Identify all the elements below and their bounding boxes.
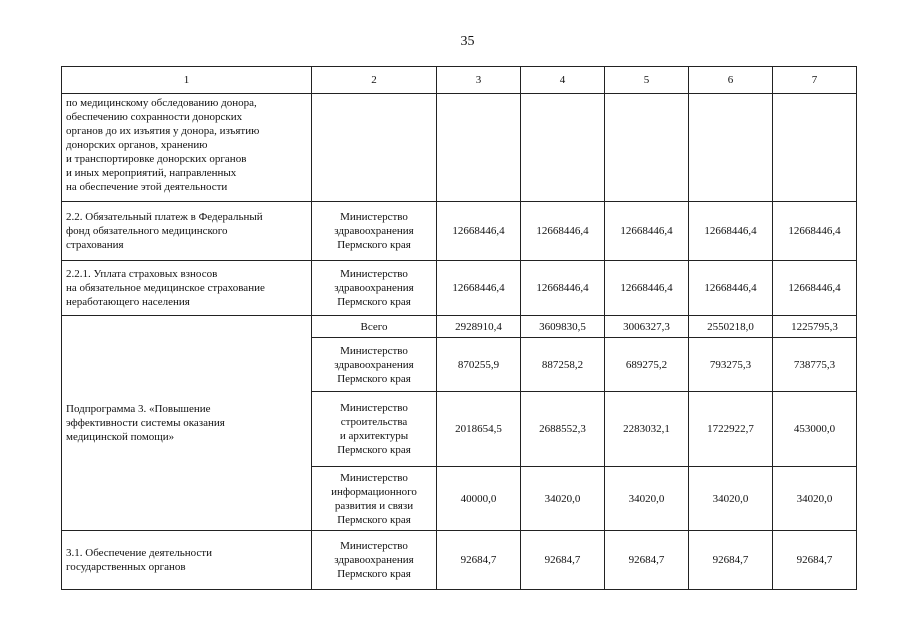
value-cell: 2018654,5 — [437, 392, 521, 467]
continuation-line: и транспортировке донорских органов — [66, 153, 247, 165]
table-row-subprogram-3-total — [62, 316, 857, 338]
value-cell: 92684,7 — [437, 531, 521, 590]
agency-line: Министерство — [340, 344, 408, 357]
row-name — [62, 202, 312, 261]
agency-line: Министерство — [340, 402, 408, 414]
value-cell: 92684,7 — [521, 531, 605, 590]
agency-line: здравоохранения — [334, 554, 414, 566]
agency-cell — [312, 531, 437, 590]
agency-line: Пермского края — [337, 513, 411, 526]
value-cell: 2928910,4 — [437, 316, 521, 338]
agency-total-cell: Всего — [312, 316, 437, 338]
header-row — [62, 67, 857, 94]
value-cell: 1225795,3 — [773, 316, 857, 338]
header-col-1: 1 — [62, 67, 312, 94]
value-cell: 12668446,4 — [605, 202, 689, 261]
subprogram-3-name — [62, 316, 312, 531]
agency-line: Министерство — [340, 268, 408, 280]
agency-cell — [312, 392, 437, 467]
value-cell: 12668446,4 — [521, 261, 605, 316]
continuation-text — [62, 94, 312, 202]
value-cell: 34020,0 — [521, 467, 605, 531]
value-cell: 92684,7 — [689, 531, 773, 590]
value-cell: 689275,2 — [605, 338, 689, 392]
value-cell: 12668446,4 — [521, 202, 605, 261]
value-cell: 34020,0 — [689, 467, 773, 531]
value-cell: 92684,7 — [773, 531, 857, 590]
empty-cell — [521, 94, 605, 202]
header-col-6: 6 — [689, 67, 773, 94]
value-cell: 12668446,4 — [773, 261, 857, 316]
row-name-line: 2.2. Обязательный платеж в Федеральный — [66, 211, 263, 223]
header-col-5: 5 — [605, 67, 689, 94]
value-cell: 12668446,4 — [437, 261, 521, 316]
value-cell: 40000,0 — [437, 467, 521, 531]
row-name — [62, 261, 312, 316]
value-cell: 34020,0 — [605, 467, 689, 531]
subprogram-name-line: Подпрограмма 3. «Повышение — [66, 403, 211, 415]
value-cell: 793275,3 — [689, 338, 773, 392]
agency-line: Министерство — [340, 540, 408, 552]
empty-cell — [605, 94, 689, 202]
empty-cell — [312, 94, 437, 202]
value-cell: 92684,7 — [605, 531, 689, 590]
value-cell: 12668446,4 — [773, 202, 857, 261]
table-row-2-2 — [62, 202, 857, 261]
value-cell: 453000,0 — [773, 392, 857, 467]
empty-cell — [773, 94, 857, 202]
agency-cell — [312, 338, 437, 392]
header-col-3: 3 — [437, 67, 521, 94]
subprogram-name-line: медицинской помощи» — [66, 431, 175, 443]
continuation-line: на обеспечение этой деятельности — [66, 181, 228, 193]
row-name-line: неработающего населения — [66, 296, 190, 308]
row-name — [62, 531, 312, 590]
value-cell: 12668446,4 — [689, 261, 773, 316]
agency-line: здравоохранения — [334, 358, 414, 371]
agency-line: Пермского края — [337, 372, 411, 385]
table-row-2-2-1 — [62, 261, 857, 316]
agency-line: Пермского края — [337, 239, 411, 251]
value-cell: 1722922,7 — [689, 392, 773, 467]
agency-cell — [312, 261, 437, 316]
agency-cell — [312, 467, 437, 531]
table-row-continuation — [62, 94, 857, 202]
continuation-line: и иных мероприятий, направленных — [66, 167, 237, 179]
value-cell: 34020,0 — [773, 467, 857, 531]
agency-line: Пермского края — [337, 296, 411, 308]
agency-line: Министерство — [340, 211, 408, 223]
agency-line: здравоохранения — [334, 225, 414, 237]
agency-line: строительства — [340, 416, 408, 428]
agency-line: здравоохранения — [334, 282, 414, 294]
row-name-line: на обязательное медицинское страхование — [66, 282, 265, 294]
row-name-line: 2.2.1. Уплата страховых взносов — [66, 268, 218, 280]
continuation-line: органов до их изъятия у донора, изъятию — [66, 125, 260, 137]
row-name-line: фонд обязательного медицинского — [66, 225, 228, 237]
value-cell: 2283032,1 — [605, 392, 689, 467]
header-col-7: 7 — [773, 67, 857, 94]
agency-line: Пермского края — [337, 444, 411, 456]
value-cell: 887258,2 — [521, 338, 605, 392]
agency-line: развития и связи — [334, 499, 414, 512]
value-cell: 12668446,4 — [689, 202, 773, 261]
value-cell: 2550218,0 — [689, 316, 773, 338]
value-cell: 738775,3 — [773, 338, 857, 392]
continuation-line: обеспечению сохранности донорских — [66, 111, 243, 123]
agency-line: информационного — [331, 485, 417, 498]
value-cell: 870255,9 — [437, 338, 521, 392]
row-name-line: 3.1. Обеспечение деятельности — [66, 547, 212, 559]
row-name-line: государственных органов — [66, 561, 186, 573]
page-number: 35 — [460, 34, 475, 49]
subprogram-name-line: эффективности системы оказания — [66, 417, 225, 429]
empty-cell — [689, 94, 773, 202]
agency-line: Министерство — [340, 471, 408, 484]
table-row-3-1 — [62, 531, 857, 590]
agency-cell — [312, 202, 437, 261]
agency-line: Пермского края — [337, 568, 411, 580]
continuation-line: по медицинскому обследованию донора, — [66, 97, 257, 109]
budget-table — [61, 66, 857, 590]
value-cell: 12668446,4 — [437, 202, 521, 261]
empty-cell — [437, 94, 521, 202]
value-cell: 3006327,3 — [605, 316, 689, 338]
header-col-4: 4 — [521, 67, 605, 94]
agency-line: и архитектуры — [339, 430, 409, 442]
value-cell: 3609830,5 — [521, 316, 605, 338]
continuation-line: донорских органов, хранению — [66, 139, 208, 151]
row-name-line: страхования — [66, 239, 124, 251]
value-cell: 2688552,3 — [521, 392, 605, 467]
header-col-2: 2 — [312, 67, 437, 94]
value-cell: 12668446,4 — [605, 261, 689, 316]
